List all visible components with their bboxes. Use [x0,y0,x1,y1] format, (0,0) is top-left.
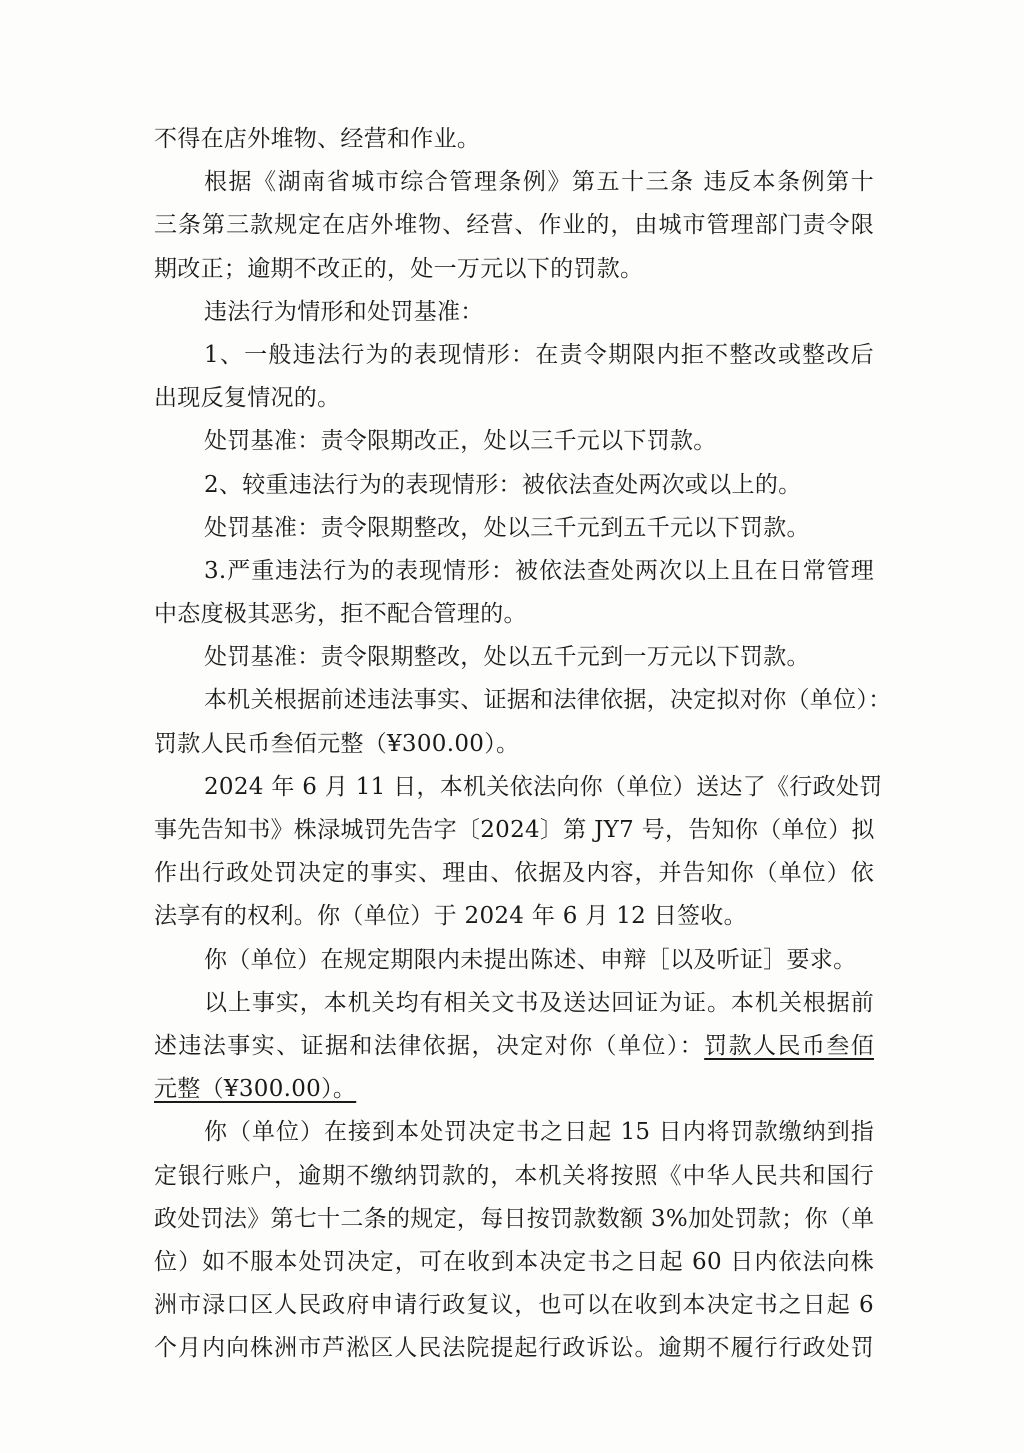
text-line [154,161,874,204]
text-line [154,809,874,852]
text-line-content: 处罚基准：责令限期整改，处以五千元到一万元以下罚款。 [204,644,810,671]
text-line [154,852,874,895]
text-line [154,1327,874,1370]
text-line-content: 元整（¥300.00）。 [154,1076,357,1103]
text-line-content: 本机关根据前述违法事实、证据和法律依据，决定拟对你（单位）： [204,687,892,714]
text-line [154,723,874,766]
document-body [154,118,892,1370]
text-line-content: 法享有的权利。你（单位）于 2024 年 6 月 12 日签收。 [154,903,747,930]
text-line [154,1025,874,1068]
text-line-content: 中态度极其恶劣，拒不配合管理的。 [154,601,527,628]
text-line-content: 期改正；逾期不改正的，处一万元以下的罚款。 [154,255,644,282]
text-line [154,507,874,550]
text-line [154,939,874,982]
text-line-content: 2、较重违法行为的表现情形：被依法查处两次或以上的。 [204,471,802,498]
text-line-content: 出现反复情况的。 [154,385,341,412]
text-line-content: 违法行为情形和处罚基准： [204,298,484,325]
text-line [154,1111,874,1154]
text-line [154,204,874,247]
text-line-content: 3.严重违法行为的表现情形：被依法查处两次以上且在日常管理 [204,557,874,584]
text-line [154,1241,874,1284]
text-line-content: 1、一般违法行为的表现情形：在责令期限内拒不整改或整改后 [204,341,874,368]
text-line-content: 政处罚法》第七十二条的规定，每日按罚款数额 3%加处罚款；你（单 [154,1205,875,1232]
text-line [154,464,874,507]
text-line-content: 洲市渌口区人民政府申请行政复议，也可以在收到本决定书之日起 6 [154,1292,874,1319]
text-line [154,593,874,636]
text-line-content: 不得在店外堆物、经营和作业。 [154,126,481,152]
text-line-content: 述违法事实、证据和法律依据，决定对你（单位）： [154,1032,705,1059]
text-line-content: 处罚基准：责令限期整改，处以三千元到五千元以下罚款。 [204,514,810,541]
text-line-content: 作出行政处罚决定的事实、理由、依据及内容，并告知你（单位）依 [154,860,874,887]
text-line-content: 处罚基准：责令限期改正，处以三千元以下罚款。 [204,428,717,455]
text-line-content: 事先告知书》株渌城罚先告字〔2024〕第 JY7 号，告知你（单位）拟 [154,817,875,843]
text-line-content: 个月内向株洲市芦淞区人民法院提起行政诉讼。逾期不履行行政处罚 [154,1335,874,1362]
text-line [154,248,874,291]
text-line [154,766,883,809]
text-line [154,1068,874,1111]
text-line-content: 你（单位）在接到本处罚决定书之日起 15 日内将罚款缴纳到指 [204,1119,874,1146]
text-line-content: 根据《湖南省城市综合管理条例》第五十三条 违反本条例第十 [204,169,874,196]
text-line [154,1284,874,1327]
text-line-content: 三条第三款规定在店外堆物、经营、作业的，由城市管理部门责令限 [154,212,874,239]
text-line [154,982,874,1025]
text-line-content: 以上事实，本机关均有相关文书及送达回证为证。本机关根据前 [204,989,874,1016]
text-line-content: 罚款人民币叁佰元整（¥300.00）。 [154,730,520,757]
text-line-content: 定银行账户，逾期不缴纳罚款的，本机关将按照《中华人民共和国行 [154,1162,874,1189]
text-line [154,377,874,420]
text-line-content: 你（单位）在规定期限内未提出陈述、申辩［以及听证］要求。 [204,946,857,973]
text-line [154,1155,874,1198]
text-line [154,550,874,593]
underlined-text: 罚款人民币叁佰 [704,1032,874,1059]
text-line-content: 2024 年 6 月 11 日，本机关依法向你（单位）送达了《行政处罚 [204,773,883,800]
text-line [154,895,874,938]
text-line [154,291,874,334]
text-line [154,636,874,679]
text-line [154,118,874,161]
text-line [154,679,892,722]
text-line [154,420,874,463]
text-line-content: 位）如不服本处罚决定，可在收到本决定书之日起 60 日内依法向株 [154,1248,874,1275]
text-line [154,1198,874,1241]
text-line [154,334,874,377]
